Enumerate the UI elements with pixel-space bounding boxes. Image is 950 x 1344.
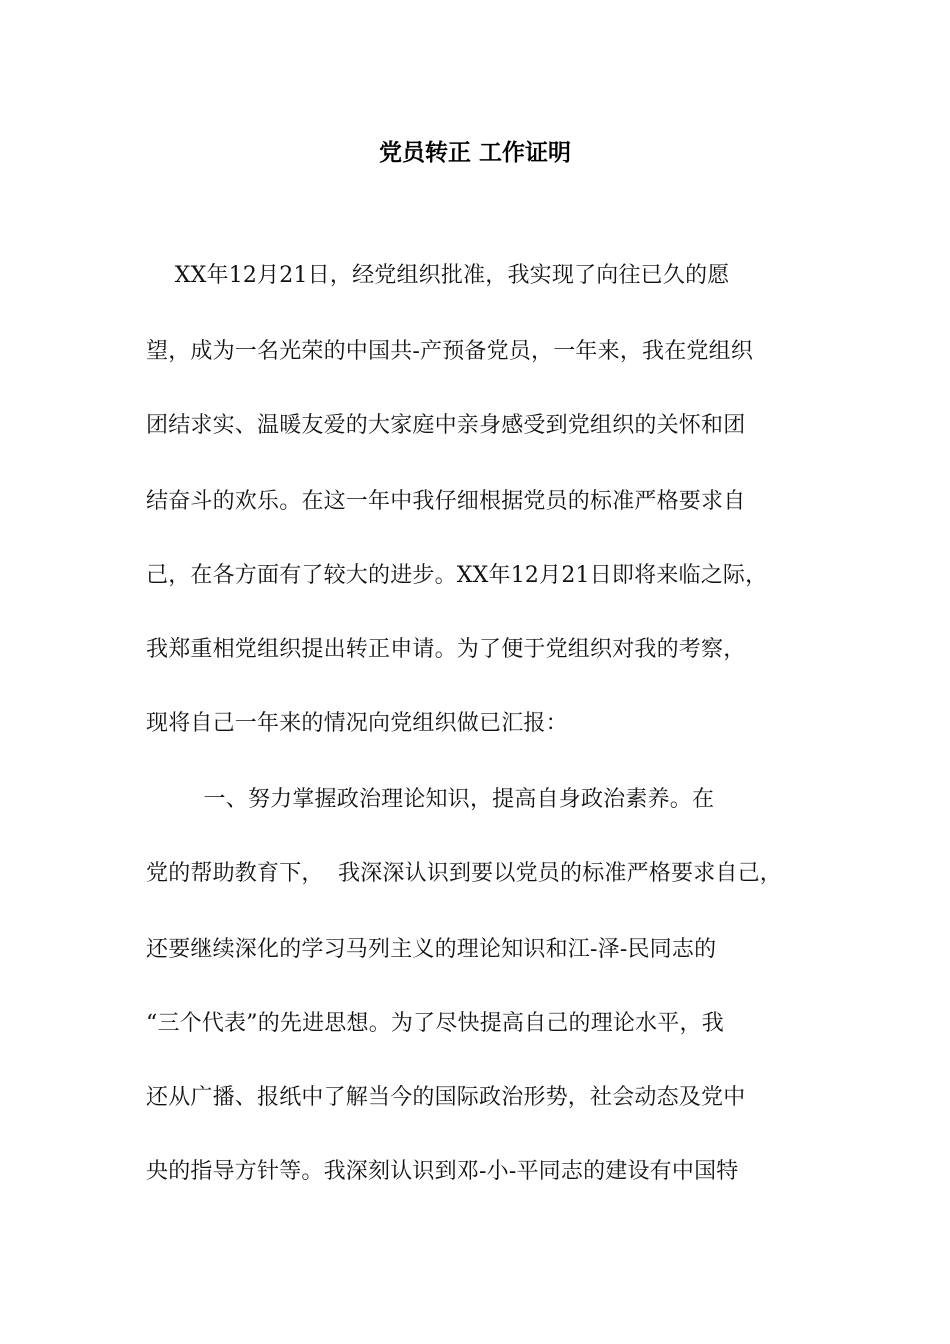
body-line-13: 央的指导方针等。我深刻认识到邓-小-平同志的建设有中国特 bbox=[146, 1159, 739, 1184]
body-line-9: 党的帮助教育下， 我深深认识到要以党员的标准严格要求自己， bbox=[146, 861, 782, 886]
body-line-10: 还要继续深化的学习马列主义的理论知识和江-泽-民同志的 bbox=[146, 937, 717, 962]
body-line-6: 我郑重相党组织提出转正申请。为了便于党组织对我的考察， bbox=[146, 637, 746, 662]
body-line-2: 望，成为一名光荣的中国共-产预备党员，一年来，我在党组织 bbox=[146, 339, 754, 364]
body-line-3: 团结求实、温暖友爱的大家庭中亲身感受到党组织的关怀和团 bbox=[146, 413, 746, 438]
body-line-4: 结奋斗的欢乐。在这一年中我仔细根据党员的标准严格要求自 bbox=[146, 489, 746, 514]
body-line-8: 一、努力掌握政治理论知识，提高自身政治素养。在 bbox=[146, 787, 715, 812]
body-line-5: 己，在各方面有了较大的进步。XX年12月21日即将来临之际， bbox=[146, 563, 768, 588]
body-line-1: XX年12月21日，经党组织批准，我实现了向往已久的愿 bbox=[146, 263, 730, 288]
document-title: 党员转正 工作证明 bbox=[378, 140, 571, 166]
body-line-11: “三个代表”的先进思想。为了尽快提高自己的理论水平，我 bbox=[146, 1011, 724, 1036]
body-line-7: 现将自己一年来的情况向党组织做已汇报： bbox=[146, 711, 568, 736]
body-line-12: 还从广播、报纸中了解当今的国际政治形势，社会动态及党中 bbox=[146, 1085, 746, 1110]
